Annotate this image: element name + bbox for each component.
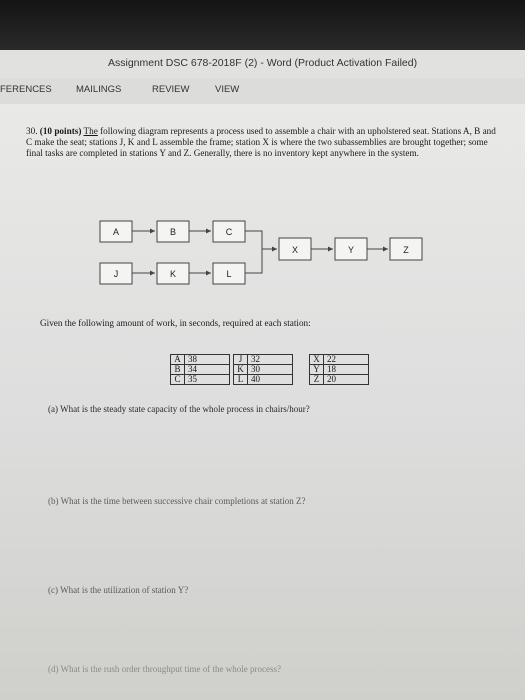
station-z-label: Z	[403, 245, 409, 255]
table-row: X 22	[310, 355, 369, 365]
table-row: B 34	[171, 365, 230, 375]
work-table-frame	[233, 354, 293, 385]
merge-connector	[245, 231, 262, 273]
station-c-label: C	[225, 227, 233, 237]
subquestion-c: (c) What is the utilization of station Y?	[48, 585, 189, 595]
table-row: L 40	[234, 375, 293, 385]
work-intro: Given the following amount of work, in seconds, required at each station:	[40, 318, 311, 328]
work-table-final	[309, 354, 369, 385]
question-body: following diagram represents a process used to assemble a chair with an upholstered seat. Stations A, B and C make the seat; stations J, K and L assemble the frame; station X is where the two subassemblies are brought together; some final tasks are completed in stations Y and Z. Generally, there is no inventory kept anywhere in the system.	[26, 126, 496, 158]
station-l-label: L	[226, 269, 232, 279]
station-b-label: B	[169, 227, 177, 237]
tab-references[interactable]: FERENCES	[0, 84, 52, 95]
question-points: (10 points)	[39, 126, 82, 136]
station-y-label: Y	[347, 245, 355, 255]
question-the: The	[83, 126, 98, 136]
tab-mailings[interactable]: MAILINGS	[76, 84, 122, 95]
table-row: J 32	[234, 355, 293, 365]
subquestion-b: (b) What is the time between successive chair completions at station Z?	[48, 496, 306, 506]
station-x-label: X	[291, 245, 299, 255]
question-number: 30.	[26, 126, 38, 136]
table-row: C 35	[171, 375, 230, 385]
table-row: K 30	[234, 365, 293, 375]
station-j-label: J	[113, 269, 119, 279]
tab-view[interactable]: VIEW	[215, 84, 240, 95]
subquestion-d: (d) What is the rush order throughput time of the whole process?	[48, 664, 282, 674]
tab-review[interactable]: REVIEW	[152, 84, 190, 95]
window-title: Assignment DSC 678-2018F (2) - Word (Product Activation Failed)	[108, 57, 418, 69]
work-table-seat	[170, 354, 230, 385]
table-row: Z 20	[310, 375, 369, 385]
table-row: A 38	[171, 355, 230, 365]
subquestion-a: (a) What is the steady state capacity of the whole process in chairs/hour?	[48, 404, 310, 414]
station-a-label: A	[112, 227, 120, 237]
table-row: Y 18	[310, 365, 369, 375]
station-k-label: K	[169, 269, 177, 279]
